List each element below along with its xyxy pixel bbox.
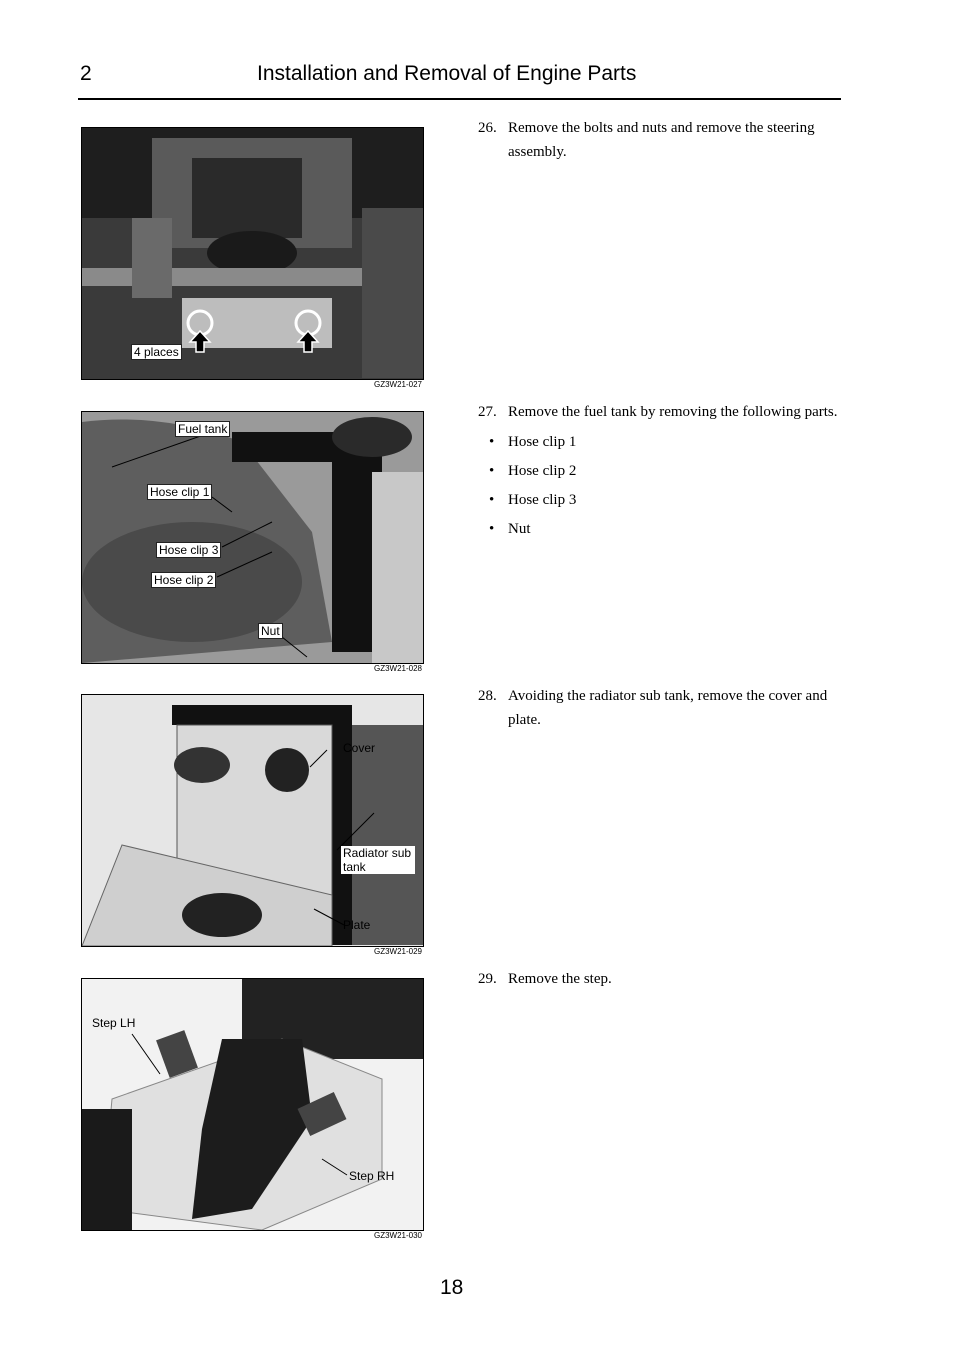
step-number: 26.	[478, 120, 497, 136]
figure-code: GZ3W21-027	[373, 380, 422, 389]
step-text: Remove the fuel tank by removing the following parts.	[508, 404, 838, 420]
page-number: 18	[440, 1276, 464, 1299]
callout-step-lh: Step LH	[92, 1016, 136, 1030]
step-text: Remove the bolts and nuts and remove the steering assembly.	[508, 120, 815, 160]
figure-steering-assembly	[81, 127, 424, 380]
step-26	[478, 116, 840, 164]
fuel-tank-photo-illustration	[82, 412, 423, 663]
step-text: Avoiding the radiator sub tank, remove the cover and plate.	[508, 688, 828, 728]
callout-plate: Plate	[343, 918, 371, 932]
figure-code: GZ3W21-030	[373, 1231, 422, 1240]
step-28	[478, 684, 840, 732]
page-title: Installation and Removal of Engine Parts	[257, 62, 637, 85]
header-divider	[78, 98, 841, 100]
list-item: • Hose clip 2	[489, 463, 577, 479]
callout-nut: Nut	[258, 623, 283, 639]
cover-plate-photo-illustration	[82, 695, 423, 946]
figure-code: GZ3W21-029	[373, 947, 422, 956]
parts-list	[478, 428, 840, 544]
callout-radiator-sub-tank: Radiator sub tank	[341, 846, 415, 874]
figure-code: GZ3W21-028	[373, 664, 422, 673]
step-number: 27.	[478, 404, 497, 420]
step-number: 28.	[478, 688, 497, 704]
list-item: • Hose clip 3	[489, 492, 577, 508]
callout-hose-clip-3: Hose clip 3	[156, 542, 221, 558]
list-item: • Hose clip 1	[489, 434, 577, 450]
figure-step	[81, 978, 424, 1231]
callout-hose-clip-1: Hose clip 1	[147, 484, 212, 500]
step-27	[478, 400, 840, 544]
section-number: 2	[80, 62, 92, 85]
callout-fuel-tank: Fuel tank	[175, 421, 230, 437]
callout-4-places: 4 places	[131, 344, 182, 360]
callout-cover: Cover	[343, 741, 376, 755]
steering-photo-illustration	[82, 128, 423, 379]
figure-cover-plate	[81, 694, 424, 947]
step-number: 29.	[478, 971, 497, 987]
list-item: • Nut	[489, 521, 531, 537]
step-text: Remove the step.	[508, 971, 612, 987]
callout-hose-clip-2: Hose clip 2	[151, 572, 216, 588]
callout-step-rh: Step RH	[349, 1169, 395, 1183]
step-29	[478, 967, 840, 991]
figure-fuel-tank	[81, 411, 424, 664]
